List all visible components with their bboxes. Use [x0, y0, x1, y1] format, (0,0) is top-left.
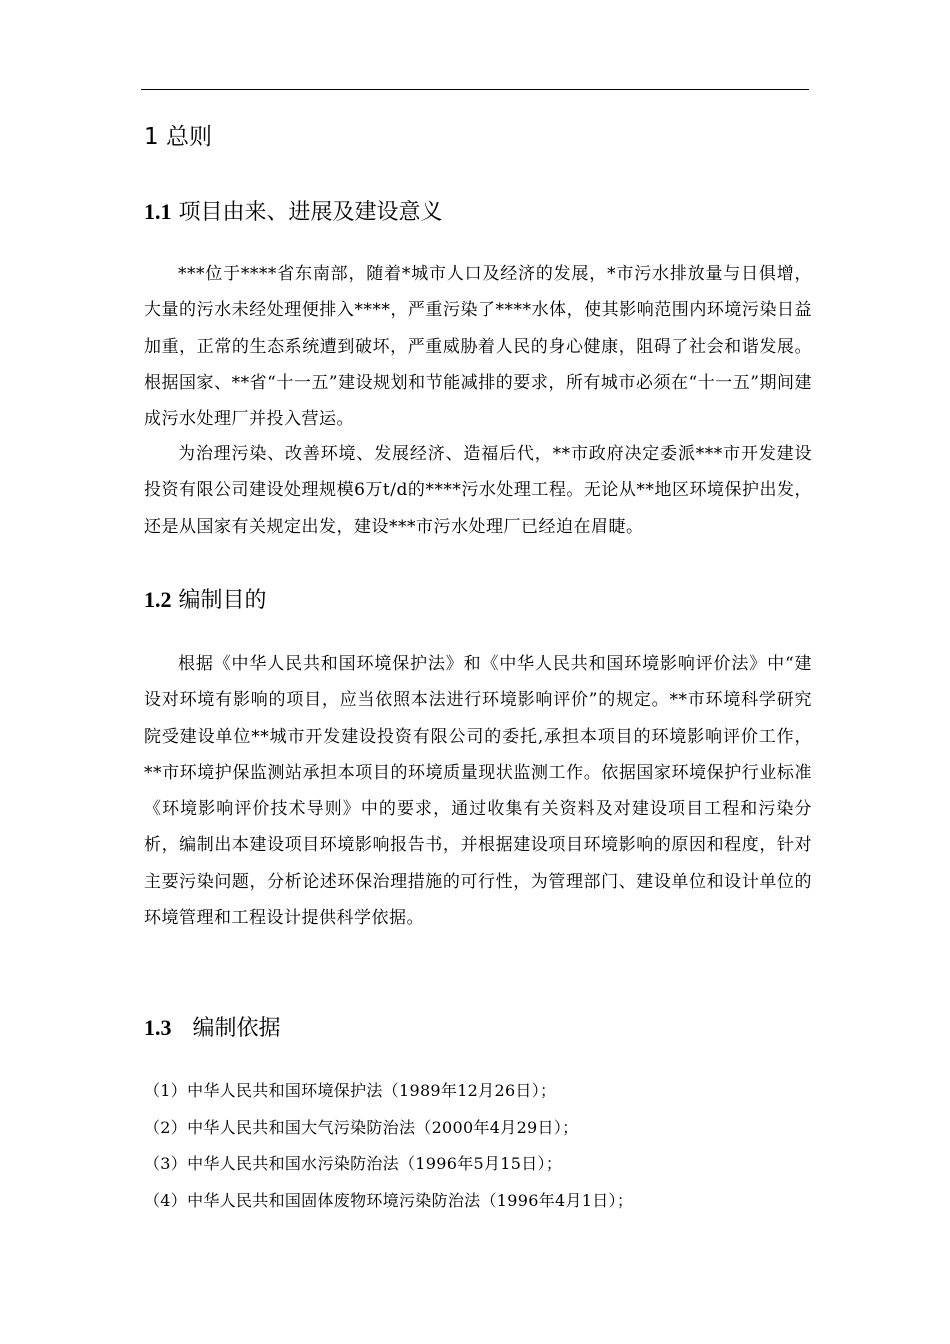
chapter-title: 1 总则 — [144, 124, 212, 150]
section-heading-1-3 — [144, 1013, 281, 1044]
section-title: 编制依据 — [192, 1016, 281, 1041]
paragraph: 为治理污染、改善环境、发展经济、造福后代，**市政府决定委派***市开发建设投资有限公司建设处理规模6万t/d的****污水处理工程。无论从**地区环境保护出发，还是从国家有关规定出发，建设***市污水处理厂已经迫在眉睫。 — [144, 444, 812, 537]
header-rule — [141, 89, 809, 90]
paragraph: ***位于****省东南部，随着*城市人口及经济的发展，*市污水排放量与日俱增，大量的污水未经处理便排入****，严重污染了****水体，使其影响范围内环境污染日益加重，正常的生态系统遭到破坏，严重威胁着人民的身心健康，阻碍了社会和谐发展。根据国家、**省“十一五”建设规划和节能减排的要求，所有城市必须在“十一五”期间建成污水处理厂并投入营运。 — [144, 264, 812, 430]
section-number: 1.2 — [144, 587, 172, 612]
paragraph: 根据《中华人民共和国环境保护法》和《中华人民共和国环境影响评价法》中“建设对环境有影响的项目，应当依照本法进行环境影响评价”的规定。**市环境科学研究院受建设单位**城市开发建设投资有限公司的委托,承担本项目的环境影响评价工作，**市环境护保监测站承担本项目的环境质量现状监测工作。依据国家环境保护行业标准《环境影响评价技术导则》中的要求，通过收集有关资料及对建设项目工程和污染分析，编制出本建设项目环境影响报告书，并根据建设项目环境影响的原因和程度，针对主要污染问题，分析论述环保治理措施的可行性，为管理部门、建设单位和设计单位的环境管理和工程设计提供科学依据。 — [144, 654, 812, 929]
section-heading-1-1 — [144, 197, 443, 228]
list-item: （2）中华人民共和国大气污染防治法（2000年4月29日）； — [144, 1117, 579, 1137]
list-item: （3）中华人民共和国水污染防治法（1996年5月15日）； — [144, 1154, 563, 1173]
reference-list — [144, 1073, 812, 1219]
list-item: （4）中华人民共和国固体废物环境污染防治法（1996年4月1日）； — [144, 1190, 634, 1210]
section-number: 1.1 — [144, 199, 172, 224]
list-item: （1）中华人民共和国环境保护法（1989年12月26日）； — [144, 1081, 557, 1100]
section-title: 项目由来、进展及建设意义 — [178, 200, 443, 225]
section-title: 编制目的 — [178, 588, 267, 613]
section-number: 1.3 — [144, 1015, 172, 1040]
section-heading-1-2 — [144, 585, 267, 616]
